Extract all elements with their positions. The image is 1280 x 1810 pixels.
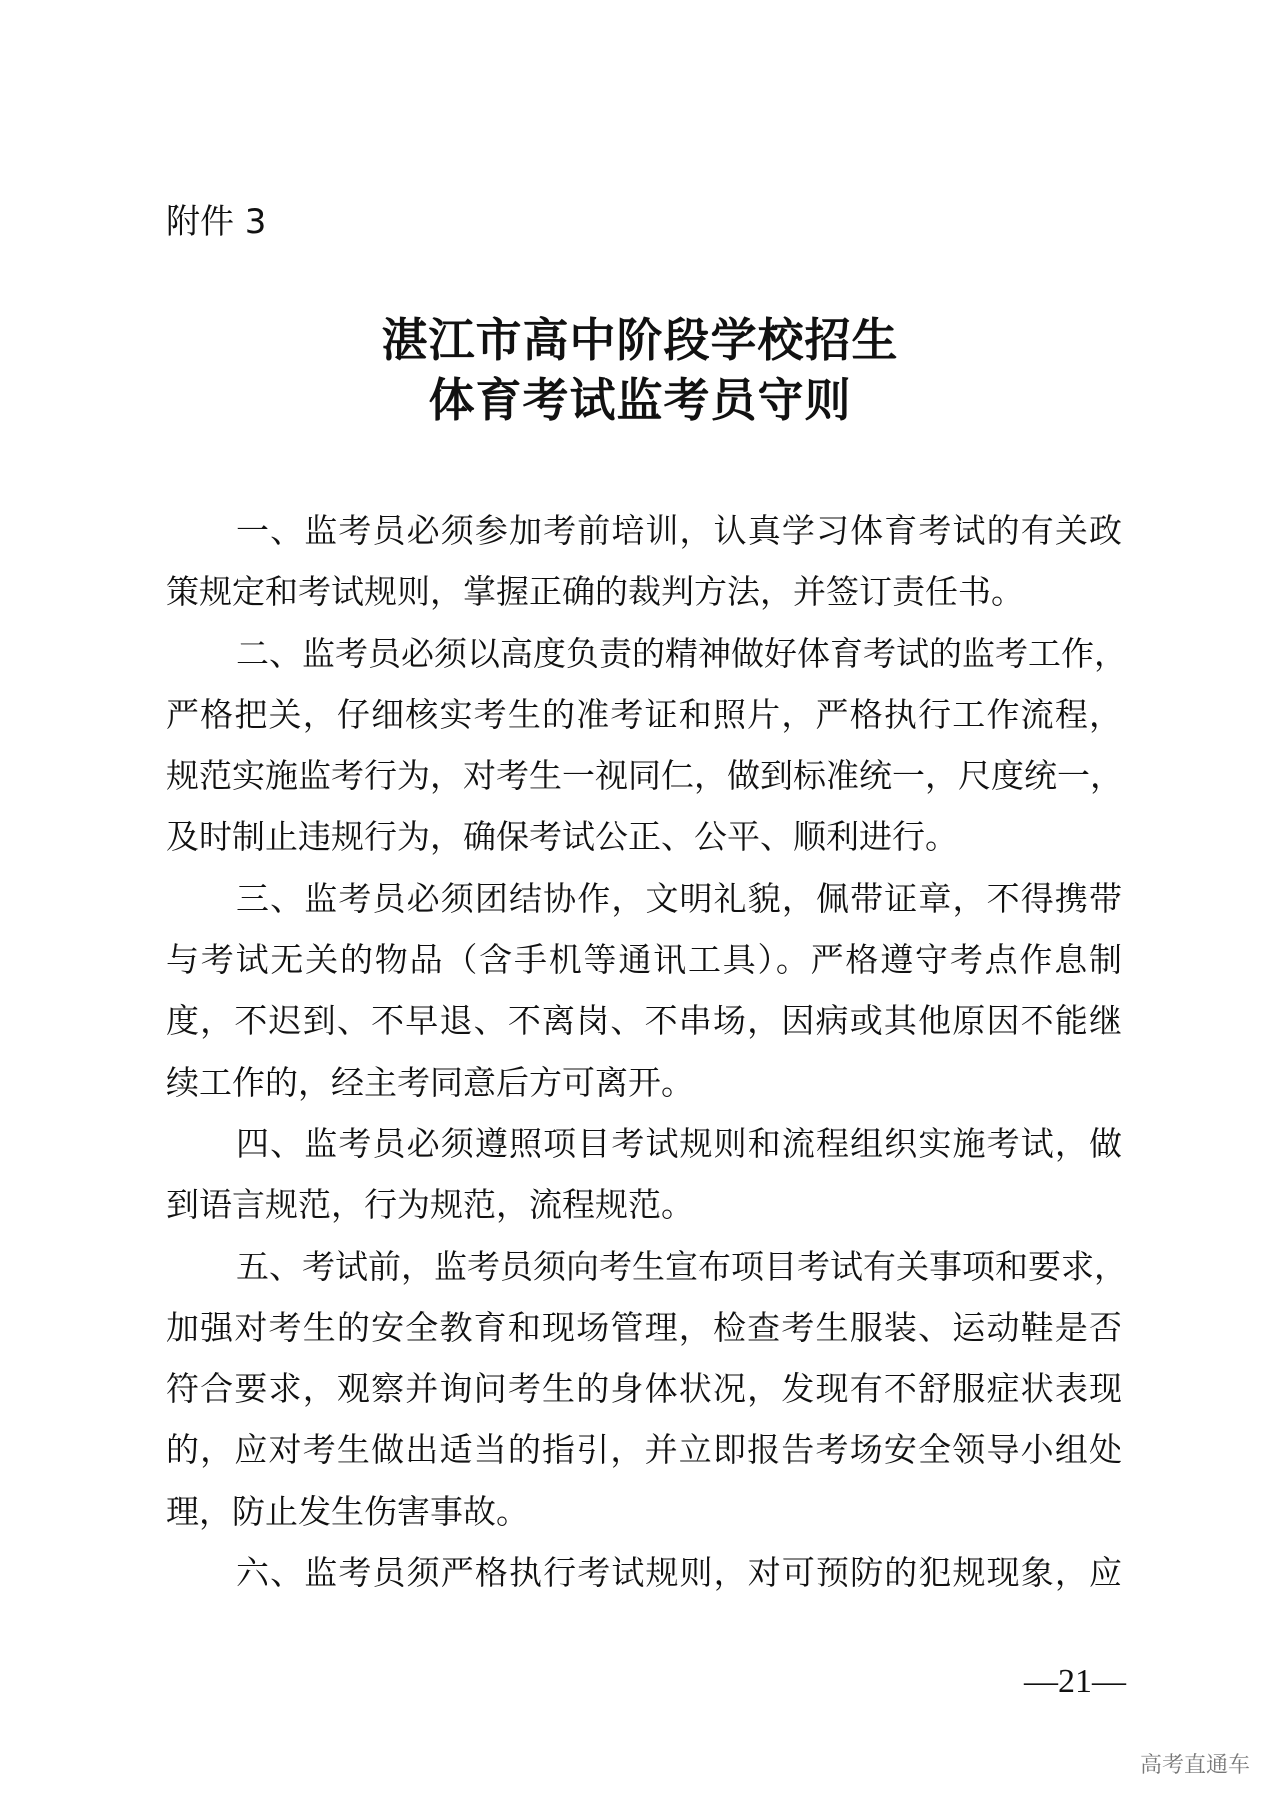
body-line: 度，不迟到、不早退、不离岗、不串场，因病或其他原因不能继 bbox=[166, 1001, 1122, 1041]
body-line: 严格把关，仔细核实考生的准考证和照片，严格执行工作流程， bbox=[166, 694, 1122, 734]
body-line: 四、监考员必须遵照项目考试规则和流程组织实施考试，做 bbox=[236, 1123, 1122, 1163]
body-line: 续工作的，经主考同意后方可离开。 bbox=[166, 1062, 694, 1102]
body-line: 规范实施监考行为，对考生一视同仁，做到标准统一，尺度统一， bbox=[166, 756, 1123, 796]
body-line: 五、考试前，监考员须向考生宣布项目考试有关事项和要求， bbox=[236, 1246, 1127, 1286]
body-line: 与考试无关的物品（含手机等通讯工具）。严格遵守考点作息制 bbox=[166, 940, 1122, 980]
document-body bbox=[166, 500, 1127, 1603]
body-line: 二、监考员必须以高度负责的精神做好体育考试的监考工作， bbox=[236, 633, 1127, 673]
body-line: 三、监考员必须团结协作，文明礼貌，佩带证章，不得携带 bbox=[236, 878, 1122, 918]
page-number: —21— bbox=[1024, 1663, 1126, 1700]
document-title-line-1: 湛江市高中阶段学校招生 bbox=[381, 313, 899, 367]
body-line: 策规定和考试规则，掌握正确的裁判方法，并签订责任书。 bbox=[166, 572, 1024, 612]
body-line: 理，防止发生伤害事故。 bbox=[166, 1491, 529, 1531]
body-line: 一、监考员必须参加考前培训，认真学习体育考试的有关政 bbox=[236, 511, 1122, 550]
body-line: 加强对考生的安全教育和现场管理，检查考生服装、运动鞋是否 bbox=[166, 1307, 1122, 1347]
document-title-line-2: 体育考试监考员守则 bbox=[428, 373, 852, 427]
body-line: 到语言规范，行为规范，流程规范。 bbox=[166, 1185, 694, 1225]
body-line: 符合要求，观察并询问考生的身体状况，发现有不舒服症状表现 bbox=[166, 1369, 1122, 1409]
body-line: 的，应对考生做出适当的指引，并立即报告考场安全领导小组处 bbox=[166, 1430, 1122, 1470]
body-line: 六、监考员须严格执行考试规则，对可预防的犯规现象，应 bbox=[236, 1553, 1122, 1593]
attachment-label: 附件 3 bbox=[166, 202, 267, 242]
body-line: 及时制止违规行为，确保考试公正、公平、顺利进行。 bbox=[166, 817, 958, 857]
watermark-text: 高考直通车 bbox=[1140, 1753, 1251, 1778]
